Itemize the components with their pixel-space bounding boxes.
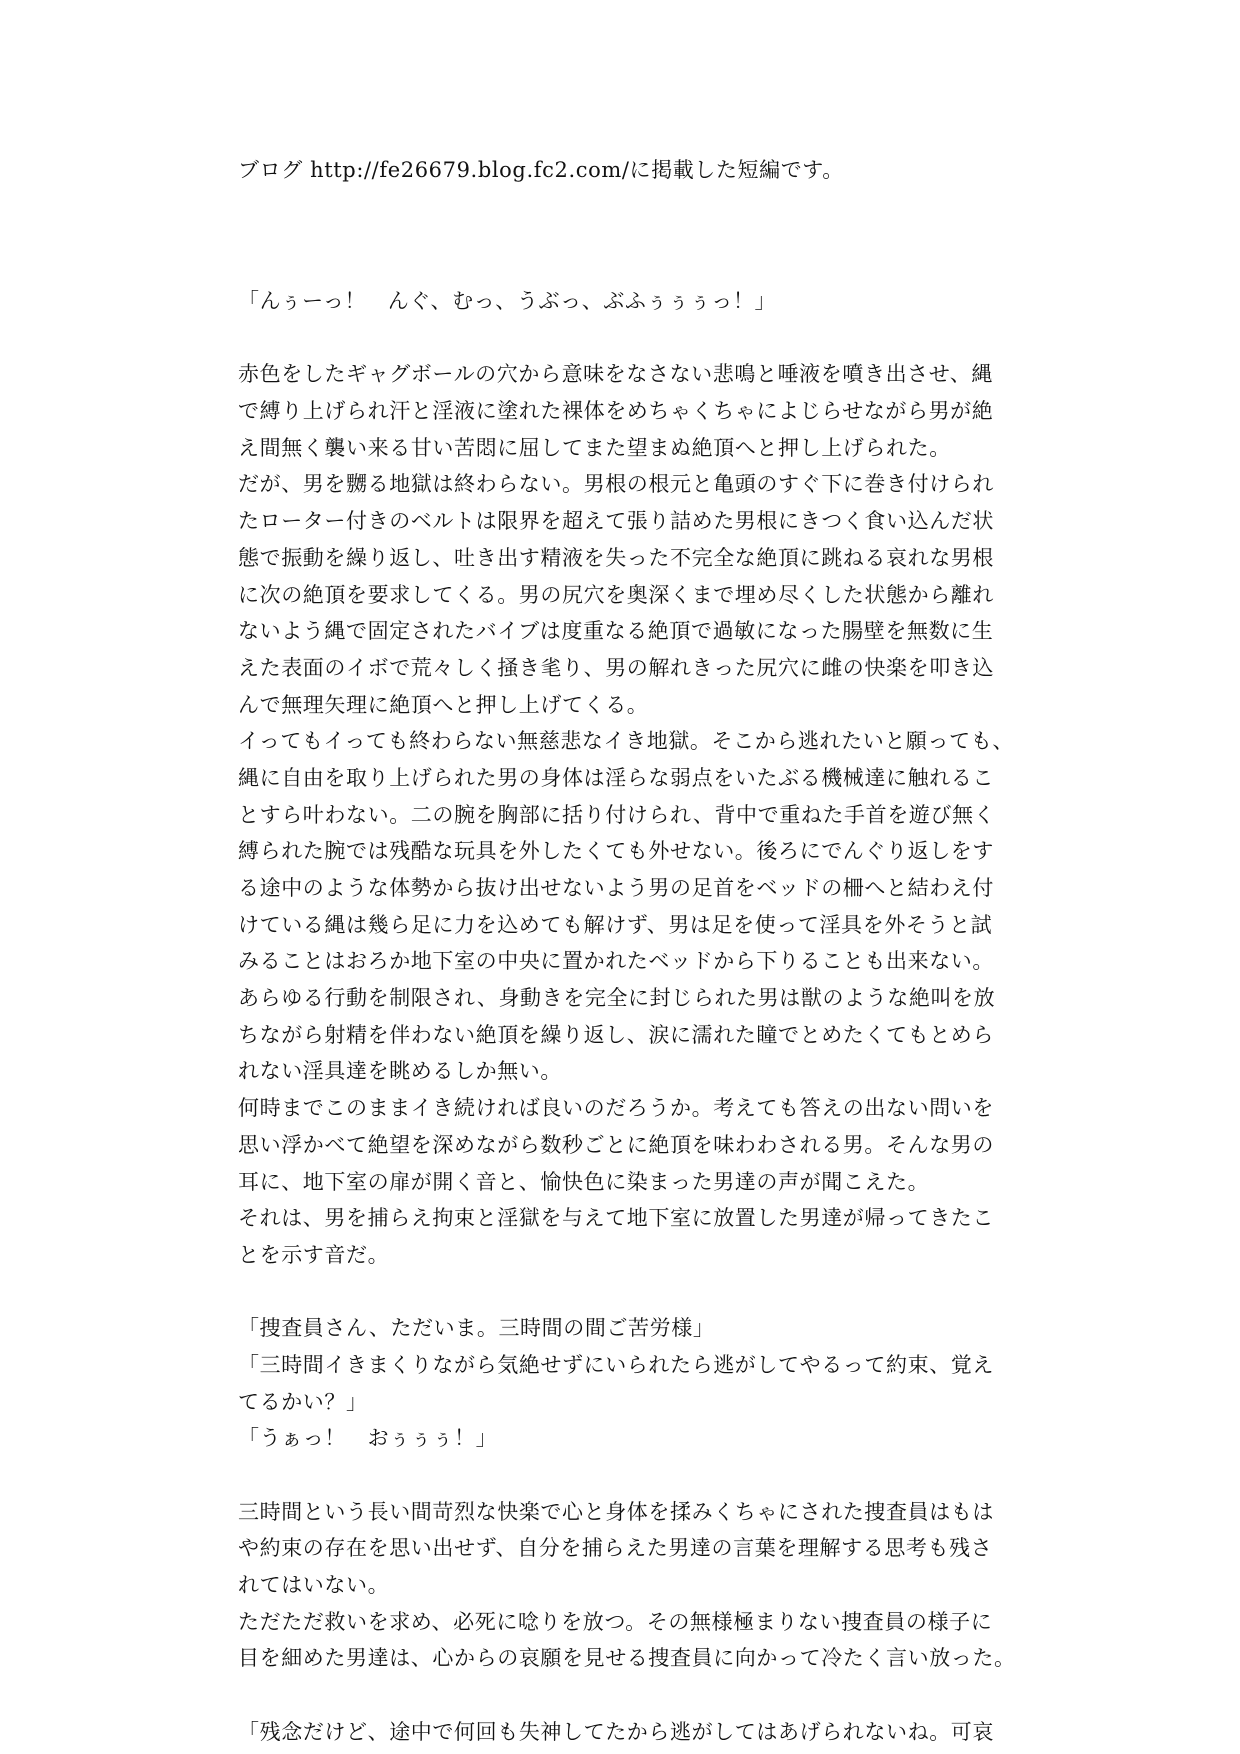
story-body (238, 283, 1016, 1751)
text-line: る途中のような体勢から抜け出せないよう男の足首をベッドの柵へと結わえ付 (238, 876, 994, 900)
text-line: 何時までこのままイき続ければ良いのだろうか。考えても答えの出ない問いを (238, 1096, 994, 1121)
text-line: 「んぅーっ！ んぐ、むっ、うぶっ、ぶふぅぅぅっ！」 (238, 289, 777, 313)
text-line: だが、男を嬲る地獄は終わらない。男根の根元と亀頭のすぐ下に巻き付けられ (238, 472, 994, 497)
text-line: に次の絶頂を要求してくる。男の尻穴を奥深くまで埋め尽くした状態から離れ (238, 582, 994, 607)
blog-note: ブログ http://fe26679.blog.fc2.com/に掲載した短編です。 (238, 158, 844, 182)
text-line: 赤色をしたギャグボールの穴から意味をなさない悲鳴と唾液を噴き出させ、縄 (238, 362, 993, 387)
text-line: みることはおろか地下室の中央に置かれたベッドから下りることも出来ない。 (238, 949, 994, 974)
text-line: 三時間という長い間苛烈な快楽で心と身体を揉みくちゃにされた捜査員はもは (238, 1499, 994, 1524)
text-line: たローター付きのベルトは限界を超えて張り詰めた男根にきつく食い込んだ状 (238, 509, 994, 534)
text-line: ちながら射精を伴わない絶頂を繰り返し、涙に濡れた瞳でとめたくてもとめら (238, 1022, 994, 1047)
text-line: 「三時間イきまくりながら気絶せずにいられたら逃がしてやるって約束、覚え (238, 1352, 994, 1377)
text-line: とを示す音だ。 (238, 1242, 390, 1267)
text-line: え間無く襲い来る甘い苦悶に屈してまた望まぬ絶頂へと押し上げられた。 (238, 435, 951, 460)
text-line: 「捜査員さん、ただいま。三時間の間ご苦労様」 (238, 1316, 715, 1341)
text-line: 目を細めた男達は、心からの哀願を見せる捜査員に向かって冷たく言い放った。 (238, 1646, 1016, 1671)
text-line: けている縄は幾ら足に力を込めても解けず、男は足を使って淫具を外そうと試 (238, 912, 993, 937)
blank-line (238, 1457, 1004, 1494)
text-line: 思い浮かべて絶望を深めながら数秒ごとに絶頂を味わわされる男。そんな男の (238, 1132, 994, 1157)
text-line: れない淫具達を眺めるしか無い。 (238, 1059, 562, 1084)
text-line: とすら叶わない。二の腕を胸部に括り付けられ、背中で重ねた手首を遊び無く (238, 802, 996, 827)
text-line: れてはいない。 (238, 1573, 390, 1598)
text-line: 縛られた腕では残酷な玩具を外したくても外せない。後ろにでんぐり返しをす (238, 839, 994, 864)
text-line: あらゆる行動を制限され、身動きを完全に封じられた男は獣のような絶叫を放 (238, 986, 996, 1011)
text-line: 「うぁっ！ おぅぅぅ！」 (238, 1426, 498, 1451)
blank-line (238, 1677, 1004, 1714)
text-line: それは、男を捕らえ拘束と淫獄を与えて地下室に放置した男達が帰ってきたこ (238, 1206, 994, 1231)
text-line: 縄に自由を取り上げられた男の身体は淫らな弱点をいたぶる機械達に触れるこ (238, 765, 994, 790)
blank-line (238, 1274, 1004, 1311)
text-line: えた表面のイボで荒々しく掻き毟り、男の解れきった尻穴に雌の快楽を叩き込 (238, 655, 994, 680)
text-line: 態で振動を繰り返し、吐き出す精液を失った不完全な絶頂に跳ねる哀れな男根 (238, 545, 994, 570)
text-line: 耳に、地下室の扉が開く音と、愉快色に染まった男達の声が聞こえた。 (238, 1169, 930, 1194)
text-line: イってもイっても終わらない無慈悲なイき地獄。そこから逃れたいと願っても、 (238, 729, 1014, 754)
text-line: んで無理矢理に絶頂へと押し上げてくる。 (238, 692, 649, 717)
text-line: や約束の存在を思い出せず、自分を捕らえた男達の言葉を理解する思考も残さ (238, 1536, 993, 1561)
text-line: で縛り上げられ汗と淫液に塗れた裸体をめちゃくちゃによじらせながら男が絶 (238, 399, 994, 424)
text-line: ないよう縄で固定されたバイブは度重なる絶頂で過敏になった腸壁を無数に生 (238, 619, 994, 644)
text-line: 「残念だけど、途中で何回も失神してたから逃がしてはあげられないね。可哀 (238, 1719, 994, 1744)
text-line: てるかい？」 (238, 1389, 368, 1414)
blank-line (238, 320, 1004, 357)
text-line: ただただ救いを求め、必死に唸りを放つ。その無様極まりない捜査員の様子に (238, 1609, 993, 1634)
